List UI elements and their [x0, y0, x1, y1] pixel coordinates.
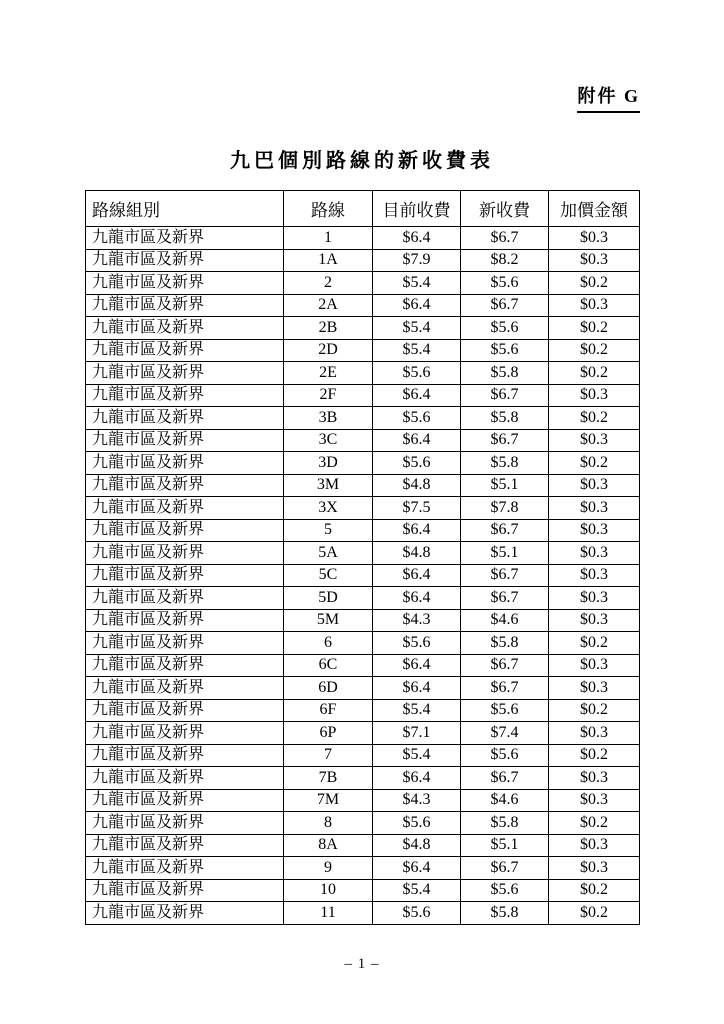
fare-table-body — [86, 227, 640, 925]
route-cell: 8A — [284, 834, 373, 857]
route-group-cell: 九龍市區及新界 — [86, 384, 284, 407]
header-route-group: 路線組別 — [86, 191, 284, 227]
increase-amount-cell: $0.3 — [549, 609, 640, 632]
table-row — [86, 497, 640, 520]
route-cell: 3C — [284, 429, 373, 452]
route-group-cell: 九龍市區及新界 — [86, 744, 284, 767]
table-row — [86, 452, 640, 475]
increase-amount-cell: $0.3 — [549, 249, 640, 272]
new-fare-cell: $6.7 — [461, 857, 549, 880]
increase-amount-cell: $0.3 — [549, 294, 640, 317]
new-fare-cell: $5.6 — [461, 339, 549, 362]
table-row — [86, 699, 640, 722]
route-group-cell: 九龍市區及新界 — [86, 902, 284, 925]
increase-amount-cell: $0.3 — [549, 384, 640, 407]
table-row — [86, 272, 640, 295]
new-fare-cell: $7.4 — [461, 722, 549, 745]
increase-amount-cell: $0.3 — [549, 677, 640, 700]
increase-amount-cell: $0.3 — [549, 497, 640, 520]
table-row — [86, 384, 640, 407]
new-fare-cell: $5.8 — [461, 452, 549, 475]
new-fare-cell: $5.8 — [461, 407, 549, 430]
current-fare-cell: $5.6 — [373, 362, 461, 385]
new-fare-cell: $5.1 — [461, 474, 549, 497]
current-fare-cell: $7.5 — [373, 497, 461, 520]
route-cell: 9 — [284, 857, 373, 880]
new-fare-cell: $5.8 — [461, 812, 549, 835]
current-fare-cell: $6.4 — [373, 429, 461, 452]
new-fare-cell: $5.6 — [461, 272, 549, 295]
route-group-cell: 九龍市區及新界 — [86, 452, 284, 475]
route-group-cell: 九龍市區及新界 — [86, 272, 284, 295]
route-cell: 7M — [284, 789, 373, 812]
table-row — [86, 474, 640, 497]
route-group-cell: 九龍市區及新界 — [86, 834, 284, 857]
route-cell: 6C — [284, 654, 373, 677]
current-fare-cell: $7.9 — [373, 249, 461, 272]
route-cell: 3X — [284, 497, 373, 520]
increase-amount-cell: $0.3 — [549, 474, 640, 497]
new-fare-cell: $4.6 — [461, 609, 549, 632]
current-fare-cell: $6.4 — [373, 227, 461, 250]
table-row — [86, 789, 640, 812]
route-group-cell: 九龍市區及新界 — [86, 294, 284, 317]
current-fare-cell: $5.4 — [373, 339, 461, 362]
table-row — [86, 587, 640, 610]
new-fare-cell: $6.7 — [461, 564, 549, 587]
route-cell: 3D — [284, 452, 373, 475]
page-title: 九巴個別路線的新收費表 — [230, 150, 494, 172]
route-group-cell: 九龍市區及新界 — [86, 407, 284, 430]
increase-amount-cell: $0.2 — [549, 902, 640, 925]
current-fare-cell: $6.4 — [373, 767, 461, 790]
route-group-cell: 九龍市區及新界 — [86, 362, 284, 385]
increase-amount-cell: $0.2 — [549, 339, 640, 362]
table-row — [86, 564, 640, 587]
new-fare-cell: $6.7 — [461, 519, 549, 542]
new-fare-cell: $6.7 — [461, 654, 549, 677]
route-group-cell: 九龍市區及新界 — [86, 699, 284, 722]
current-fare-cell: $6.4 — [373, 384, 461, 407]
route-cell: 8 — [284, 812, 373, 835]
route-group-cell: 九龍市區及新界 — [86, 429, 284, 452]
new-fare-cell: $6.7 — [461, 429, 549, 452]
current-fare-cell: $5.6 — [373, 812, 461, 835]
increase-amount-cell: $0.3 — [549, 587, 640, 610]
route-cell: 3M — [284, 474, 373, 497]
increase-amount-cell: $0.2 — [549, 699, 640, 722]
current-fare-cell: $4.8 — [373, 834, 461, 857]
new-fare-cell: $5.1 — [461, 542, 549, 565]
route-group-cell: 九龍市區及新界 — [86, 654, 284, 677]
route-cell: 6P — [284, 722, 373, 745]
new-fare-cell: $6.7 — [461, 587, 549, 610]
current-fare-cell: $5.6 — [373, 407, 461, 430]
table-row — [86, 857, 640, 880]
increase-amount-cell: $0.3 — [549, 834, 640, 857]
route-group-cell: 九龍市區及新界 — [86, 249, 284, 272]
fare-table — [85, 190, 640, 925]
current-fare-cell: $5.6 — [373, 452, 461, 475]
route-cell: 11 — [284, 902, 373, 925]
route-cell: 2F — [284, 384, 373, 407]
current-fare-cell: $4.8 — [373, 542, 461, 565]
route-cell: 6D — [284, 677, 373, 700]
current-fare-cell: $6.4 — [373, 294, 461, 317]
route-group-cell: 九龍市區及新界 — [86, 474, 284, 497]
table-row — [86, 879, 640, 902]
new-fare-cell: $6.7 — [461, 294, 549, 317]
table-row — [86, 294, 640, 317]
increase-amount-cell: $0.2 — [549, 407, 640, 430]
current-fare-cell: $6.4 — [373, 587, 461, 610]
page-number: – 1 – — [344, 956, 380, 972]
new-fare-cell: $6.7 — [461, 767, 549, 790]
table-row — [86, 722, 640, 745]
route-cell: 7 — [284, 744, 373, 767]
route-group-cell: 九龍市區及新界 — [86, 677, 284, 700]
table-row — [86, 317, 640, 340]
current-fare-cell: $5.6 — [373, 632, 461, 655]
increase-amount-cell: $0.2 — [549, 632, 640, 655]
route-cell: 7B — [284, 767, 373, 790]
table-row — [86, 834, 640, 857]
route-cell: 1 — [284, 227, 373, 250]
route-cell: 6F — [284, 699, 373, 722]
new-fare-cell: $5.8 — [461, 632, 549, 655]
table-header-row — [86, 191, 640, 227]
route-cell: 2 — [284, 272, 373, 295]
increase-amount-cell: $0.3 — [549, 227, 640, 250]
route-group-cell: 九龍市區及新界 — [86, 564, 284, 587]
route-group-cell: 九龍市區及新界 — [86, 632, 284, 655]
increase-amount-cell: $0.2 — [549, 812, 640, 835]
table-row — [86, 677, 640, 700]
route-cell: 5C — [284, 564, 373, 587]
current-fare-cell: $6.4 — [373, 677, 461, 700]
route-group-cell: 九龍市區及新界 — [86, 722, 284, 745]
new-fare-cell: $6.7 — [461, 677, 549, 700]
route-group-cell: 九龍市區及新界 — [86, 587, 284, 610]
route-cell: 2D — [284, 339, 373, 362]
route-cell: 5A — [284, 542, 373, 565]
route-group-cell: 九龍市區及新界 — [86, 879, 284, 902]
new-fare-cell: $6.7 — [461, 227, 549, 250]
increase-amount-cell: $0.3 — [549, 542, 640, 565]
route-group-cell: 九龍市區及新界 — [86, 317, 284, 340]
table-row — [86, 767, 640, 790]
table-row — [86, 632, 640, 655]
new-fare-cell: $5.8 — [461, 362, 549, 385]
new-fare-cell: $5.6 — [461, 699, 549, 722]
route-group-cell: 九龍市區及新界 — [86, 609, 284, 632]
increase-amount-cell: $0.3 — [549, 564, 640, 587]
table-row — [86, 249, 640, 272]
header-route: 路線 — [284, 191, 373, 227]
current-fare-cell: $7.1 — [373, 722, 461, 745]
increase-amount-cell: $0.2 — [549, 362, 640, 385]
route-cell: 6 — [284, 632, 373, 655]
current-fare-cell: $5.4 — [373, 699, 461, 722]
table-row — [86, 744, 640, 767]
current-fare-cell: $4.3 — [373, 789, 461, 812]
route-cell: 5M — [284, 609, 373, 632]
route-group-cell: 九龍市區及新界 — [86, 767, 284, 790]
table-row — [86, 812, 640, 835]
route-group-cell: 九龍市區及新界 — [86, 519, 284, 542]
new-fare-cell: $7.8 — [461, 497, 549, 520]
current-fare-cell: $5.6 — [373, 902, 461, 925]
increase-amount-cell: $0.3 — [549, 857, 640, 880]
increase-amount-cell: $0.2 — [549, 744, 640, 767]
new-fare-cell: $5.6 — [461, 879, 549, 902]
route-cell: 5 — [284, 519, 373, 542]
current-fare-cell: $5.4 — [373, 317, 461, 340]
route-cell: 2E — [284, 362, 373, 385]
new-fare-cell: $5.8 — [461, 902, 549, 925]
new-fare-cell: $5.1 — [461, 834, 549, 857]
table-row — [86, 519, 640, 542]
table-row — [86, 542, 640, 565]
current-fare-cell: $6.4 — [373, 564, 461, 587]
current-fare-cell: $5.4 — [373, 879, 461, 902]
appendix-label: 附件 G — [577, 82, 640, 113]
new-fare-cell: $8.2 — [461, 249, 549, 272]
header-new-fare: 新收費 — [461, 191, 549, 227]
current-fare-cell: $4.8 — [373, 474, 461, 497]
table-row — [86, 362, 640, 385]
new-fare-cell: $4.6 — [461, 789, 549, 812]
route-group-cell: 九龍市區及新界 — [86, 227, 284, 250]
route-group-cell: 九龍市區及新界 — [86, 812, 284, 835]
new-fare-cell: $6.7 — [461, 384, 549, 407]
increase-amount-cell: $0.3 — [549, 429, 640, 452]
header-current-fare: 目前收費 — [373, 191, 461, 227]
table-row — [86, 654, 640, 677]
route-group-cell: 九龍市區及新界 — [86, 789, 284, 812]
current-fare-cell: $6.4 — [373, 654, 461, 677]
route-cell: 10 — [284, 879, 373, 902]
increase-amount-cell: $0.3 — [549, 654, 640, 677]
table-row — [86, 339, 640, 362]
increase-amount-cell: $0.3 — [549, 789, 640, 812]
increase-amount-cell: $0.2 — [549, 272, 640, 295]
route-cell: 2B — [284, 317, 373, 340]
current-fare-cell: $4.3 — [373, 609, 461, 632]
table-row — [86, 227, 640, 250]
increase-amount-cell: $0.3 — [549, 767, 640, 790]
route-cell: 5D — [284, 587, 373, 610]
new-fare-cell: $5.6 — [461, 317, 549, 340]
route-group-cell: 九龍市區及新界 — [86, 339, 284, 362]
route-cell: 1A — [284, 249, 373, 272]
route-group-cell: 九龍市區及新界 — [86, 857, 284, 880]
current-fare-cell: $6.4 — [373, 519, 461, 542]
route-cell: 2A — [284, 294, 373, 317]
route-group-cell: 九龍市區及新界 — [86, 497, 284, 520]
header-increase-amount: 加價金額 — [549, 191, 640, 227]
route-cell: 3B — [284, 407, 373, 430]
new-fare-cell: $5.6 — [461, 744, 549, 767]
increase-amount-cell: $0.3 — [549, 519, 640, 542]
table-row — [86, 407, 640, 430]
increase-amount-cell: $0.2 — [549, 879, 640, 902]
table-row — [86, 609, 640, 632]
table-row — [86, 902, 640, 925]
increase-amount-cell: $0.2 — [549, 317, 640, 340]
increase-amount-cell: $0.2 — [549, 452, 640, 475]
current-fare-cell: $5.4 — [373, 744, 461, 767]
table-row — [86, 429, 640, 452]
route-group-cell: 九龍市區及新界 — [86, 542, 284, 565]
increase-amount-cell: $0.3 — [549, 722, 640, 745]
current-fare-cell: $5.4 — [373, 272, 461, 295]
current-fare-cell: $6.4 — [373, 857, 461, 880]
